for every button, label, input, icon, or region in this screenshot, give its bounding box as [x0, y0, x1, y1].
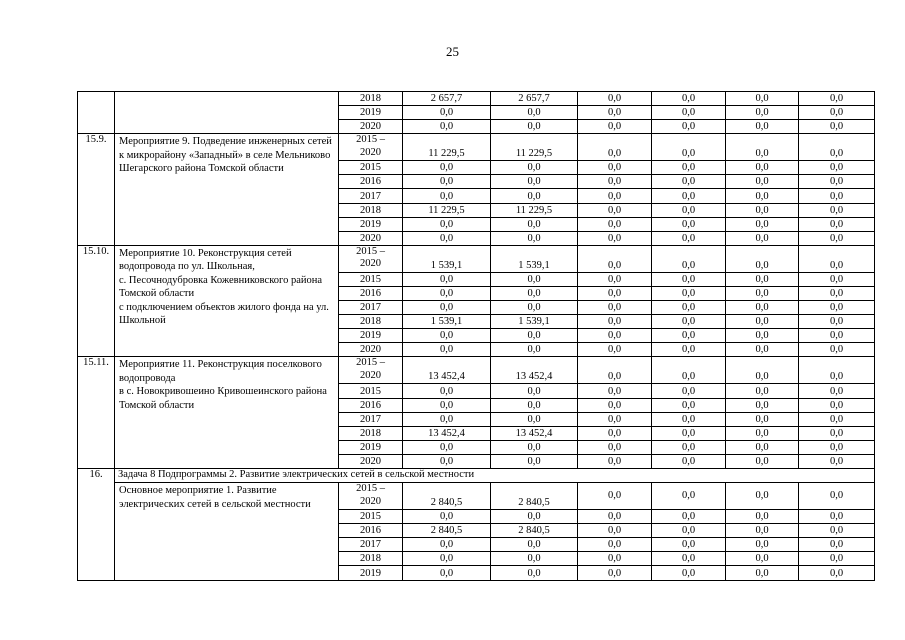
value-cell: 0,0 [403, 343, 491, 357]
year-cell: 2016 [339, 524, 403, 538]
value-cell: 0,0 [799, 245, 875, 272]
value-cell: 0,0 [403, 231, 491, 245]
value-cell: 0,0 [799, 217, 875, 231]
value-cell: 0,0 [578, 384, 652, 398]
value-cell: 11 229,5 [403, 134, 491, 161]
year-cell: 2018 [339, 315, 403, 329]
year-cell: 2020 [339, 120, 403, 134]
year-cell: 2017 [339, 189, 403, 203]
value-cell: 0,0 [403, 384, 491, 398]
year-cell: 2015 – 2020 [339, 357, 403, 384]
value-cell: 0,0 [726, 440, 799, 454]
value-cell: 0,0 [578, 524, 652, 538]
value-cell: 0,0 [652, 454, 726, 468]
value-cell: 0,0 [578, 245, 652, 272]
table-row [78, 92, 875, 106]
value-cell: 0,0 [652, 524, 726, 538]
value-cell: 0,0 [578, 454, 652, 468]
value-cell: 0,0 [726, 538, 799, 552]
value-cell: 0,0 [652, 161, 726, 175]
value-cell: 0,0 [799, 329, 875, 343]
value-cell: 0,0 [578, 329, 652, 343]
value-cell: 0,0 [491, 454, 578, 468]
value-cell: 0,0 [491, 301, 578, 315]
value-cell: 0,0 [652, 343, 726, 357]
value-cell: 0,0 [578, 315, 652, 329]
value-cell: 0,0 [799, 203, 875, 217]
value-cell: 0,0 [726, 315, 799, 329]
value-cell: 0,0 [403, 412, 491, 426]
value-cell: 0,0 [578, 357, 652, 384]
value-cell: 1 539,1 [403, 245, 491, 272]
value-cell: 0,0 [726, 231, 799, 245]
value-cell: 0,0 [403, 120, 491, 134]
value-cell: 0,0 [652, 106, 726, 120]
value-cell: 0,0 [578, 92, 652, 106]
value-cell: 0,0 [578, 134, 652, 161]
value-cell: 0,0 [726, 357, 799, 384]
value-cell: 0,0 [578, 398, 652, 412]
value-cell: 0,0 [652, 552, 726, 566]
value-cell: 0,0 [652, 272, 726, 286]
row-description: Мероприятие 11. Реконструкция поселкового водопровода в с. Новокривошеино Кривошеинского района Томской области [115, 357, 339, 469]
value-cell: 0,0 [652, 231, 726, 245]
value-cell: 0,0 [578, 175, 652, 189]
row-description: Мероприятие 10. Реконструкция сетей водопровода по ул. Школьная, с. Песочнодубровка Кожевниковского района Томской области с подключением объектов жилого фонда на ул. Школьной [115, 245, 339, 357]
page-number: 25 [446, 44, 459, 59]
value-cell: 0,0 [799, 524, 875, 538]
value-cell: 0,0 [652, 245, 726, 272]
value-cell: 0,0 [799, 301, 875, 315]
value-cell: 0,0 [403, 272, 491, 286]
value-cell: 0,0 [799, 134, 875, 161]
value-cell: 0,0 [726, 245, 799, 272]
value-cell: 0,0 [578, 189, 652, 203]
value-cell: 0,0 [799, 384, 875, 398]
value-cell: 0,0 [491, 566, 578, 580]
value-cell: 0,0 [726, 161, 799, 175]
year-cell: 2016 [339, 286, 403, 300]
value-cell: 0,0 [491, 412, 578, 426]
value-cell: 0,0 [652, 286, 726, 300]
value-cell: 2 840,5 [403, 524, 491, 538]
table-row [78, 245, 875, 272]
value-cell: 0,0 [726, 552, 799, 566]
value-cell: 0,0 [491, 384, 578, 398]
year-cell: 2018 [339, 92, 403, 106]
year-cell: 2016 [339, 398, 403, 412]
value-cell: 0,0 [799, 552, 875, 566]
value-cell: 0,0 [403, 454, 491, 468]
year-cell: 2020 [339, 343, 403, 357]
value-cell: 0,0 [578, 440, 652, 454]
value-cell: 0,0 [578, 412, 652, 426]
value-cell: 0,0 [578, 231, 652, 245]
value-cell: 0,0 [491, 343, 578, 357]
value-cell: 0,0 [578, 426, 652, 440]
value-cell: 0,0 [578, 217, 652, 231]
value-cell: 0,0 [491, 329, 578, 343]
value-cell: 0,0 [726, 412, 799, 426]
value-cell: 0,0 [652, 92, 726, 106]
value-cell: 0,0 [799, 440, 875, 454]
value-cell: 0,0 [491, 161, 578, 175]
value-cell: 0,0 [491, 272, 578, 286]
value-cell: 0,0 [578, 106, 652, 120]
value-cell: 0,0 [578, 301, 652, 315]
budget-table [77, 91, 875, 581]
table-row [78, 483, 875, 510]
year-cell: 2015 [339, 272, 403, 286]
value-cell: 0,0 [491, 440, 578, 454]
value-cell: 0,0 [578, 286, 652, 300]
value-cell: 0,0 [652, 357, 726, 384]
value-cell: 0,0 [491, 217, 578, 231]
value-cell: 0,0 [578, 272, 652, 286]
value-cell: 0,0 [578, 566, 652, 580]
value-cell: 0,0 [578, 483, 652, 510]
value-cell: 11 229,5 [491, 203, 578, 217]
year-cell: 2017 [339, 412, 403, 426]
value-cell: 1 539,1 [491, 245, 578, 272]
value-cell: 0,0 [726, 189, 799, 203]
task-row [78, 468, 875, 482]
value-cell: 0,0 [726, 203, 799, 217]
table-row [78, 134, 875, 161]
value-cell: 0,0 [652, 384, 726, 398]
value-cell: 0,0 [799, 286, 875, 300]
value-cell: 2 840,5 [491, 483, 578, 510]
value-cell: 0,0 [491, 189, 578, 203]
value-cell: 0,0 [652, 510, 726, 524]
value-cell: 0,0 [652, 483, 726, 510]
value-cell: 0,0 [403, 566, 491, 580]
value-cell: 0,0 [726, 134, 799, 161]
value-cell: 13 452,4 [403, 426, 491, 440]
row-description: Мероприятие 9. Подведение инженерных сетей к микрорайону «Западный» в селе Мельниково Шегарского района Томской области [115, 134, 339, 246]
task-title: Задача 8 Подпрограммы 2. Развитие электрических сетей в сельской местности [115, 468, 875, 482]
value-cell: 0,0 [726, 286, 799, 300]
value-cell: 0,0 [799, 272, 875, 286]
value-cell: 0,0 [799, 231, 875, 245]
value-cell: 0,0 [578, 510, 652, 524]
year-cell: 2019 [339, 106, 403, 120]
value-cell: 0,0 [652, 217, 726, 231]
value-cell: 0,0 [491, 286, 578, 300]
value-cell: 0,0 [726, 454, 799, 468]
row-index [78, 92, 115, 134]
year-cell: 2019 [339, 566, 403, 580]
value-cell: 0,0 [652, 426, 726, 440]
value-cell: 0,0 [799, 357, 875, 384]
value-cell: 2 657,7 [491, 92, 578, 106]
value-cell: 0,0 [578, 343, 652, 357]
year-cell: 2015 – 2020 [339, 245, 403, 272]
value-cell: 0,0 [403, 217, 491, 231]
value-cell: 0,0 [652, 203, 726, 217]
year-cell: 2017 [339, 301, 403, 315]
value-cell: 0,0 [403, 286, 491, 300]
value-cell: 11 229,5 [491, 134, 578, 161]
value-cell: 0,0 [491, 552, 578, 566]
year-cell: 2019 [339, 440, 403, 454]
row-description [115, 92, 339, 134]
value-cell: 2 657,7 [403, 92, 491, 106]
year-cell: 2018 [339, 203, 403, 217]
value-cell: 0,0 [652, 301, 726, 315]
year-cell: 2020 [339, 231, 403, 245]
year-cell: 2015 [339, 161, 403, 175]
value-cell: 0,0 [403, 161, 491, 175]
value-cell: 0,0 [726, 426, 799, 440]
year-cell: 2015 [339, 510, 403, 524]
value-cell: 13 452,4 [403, 357, 491, 384]
value-cell: 0,0 [799, 175, 875, 189]
value-cell: 0,0 [726, 92, 799, 106]
value-cell: 0,0 [578, 120, 652, 134]
year-cell: 2015 – 2020 [339, 134, 403, 161]
value-cell: 0,0 [799, 483, 875, 510]
year-cell: 2016 [339, 175, 403, 189]
value-cell: 0,0 [726, 217, 799, 231]
value-cell: 0,0 [652, 398, 726, 412]
year-cell: 2015 – 2020 [339, 483, 403, 510]
year-cell: 2015 [339, 384, 403, 398]
value-cell: 0,0 [403, 510, 491, 524]
value-cell: 0,0 [578, 538, 652, 552]
year-cell: 2017 [339, 538, 403, 552]
value-cell: 0,0 [652, 120, 726, 134]
value-cell: 0,0 [578, 552, 652, 566]
year-cell: 2018 [339, 552, 403, 566]
value-cell: 0,0 [652, 189, 726, 203]
value-cell: 0,0 [652, 440, 726, 454]
value-cell: 0,0 [491, 106, 578, 120]
value-cell: 0,0 [799, 120, 875, 134]
value-cell: 0,0 [799, 92, 875, 106]
value-cell: 0,0 [726, 343, 799, 357]
value-cell: 0,0 [403, 106, 491, 120]
value-cell: 0,0 [652, 134, 726, 161]
value-cell: 0,0 [726, 384, 799, 398]
value-cell: 0,0 [491, 538, 578, 552]
value-cell: 13 452,4 [491, 357, 578, 384]
value-cell: 0,0 [491, 120, 578, 134]
value-cell: 2 840,5 [491, 524, 578, 538]
value-cell: 0,0 [799, 398, 875, 412]
value-cell: 0,0 [799, 510, 875, 524]
value-cell: 0,0 [652, 315, 726, 329]
value-cell: 1 539,1 [403, 315, 491, 329]
value-cell: 0,0 [491, 398, 578, 412]
value-cell: 0,0 [403, 538, 491, 552]
value-cell: 11 229,5 [403, 203, 491, 217]
row-index: 15.9. [78, 134, 115, 246]
value-cell: 0,0 [726, 398, 799, 412]
value-cell: 0,0 [491, 510, 578, 524]
row-index: 15.11. [78, 357, 115, 469]
row-index: 16. [78, 468, 115, 580]
value-cell: 0,0 [652, 538, 726, 552]
value-cell: 0,0 [652, 175, 726, 189]
value-cell: 0,0 [403, 189, 491, 203]
value-cell: 0,0 [403, 398, 491, 412]
row-description: Основное мероприятие 1. Развитие электрических сетей в сельской местности [115, 483, 339, 580]
value-cell: 0,0 [726, 524, 799, 538]
value-cell: 0,0 [799, 315, 875, 329]
value-cell: 0,0 [799, 106, 875, 120]
value-cell: 0,0 [726, 106, 799, 120]
value-cell: 0,0 [726, 510, 799, 524]
value-cell: 0,0 [491, 231, 578, 245]
year-cell: 2018 [339, 426, 403, 440]
value-cell: 0,0 [799, 538, 875, 552]
value-cell: 0,0 [403, 175, 491, 189]
value-cell: 0,0 [799, 566, 875, 580]
value-cell: 0,0 [799, 189, 875, 203]
value-cell: 0,0 [578, 203, 652, 217]
value-cell: 0,0 [726, 175, 799, 189]
year-cell: 2019 [339, 217, 403, 231]
value-cell: 0,0 [403, 329, 491, 343]
value-cell: 2 840,5 [403, 483, 491, 510]
value-cell: 0,0 [726, 120, 799, 134]
value-cell: 0,0 [726, 301, 799, 315]
value-cell: 1 539,1 [491, 315, 578, 329]
value-cell: 0,0 [799, 454, 875, 468]
table-row [78, 357, 875, 384]
value-cell: 0,0 [491, 175, 578, 189]
row-index: 15.10. [78, 245, 115, 357]
value-cell: 0,0 [403, 301, 491, 315]
year-cell: 2020 [339, 454, 403, 468]
value-cell: 0,0 [726, 483, 799, 510]
value-cell: 13 452,4 [491, 426, 578, 440]
year-cell: 2019 [339, 329, 403, 343]
value-cell: 0,0 [578, 161, 652, 175]
value-cell: 0,0 [726, 566, 799, 580]
value-cell: 0,0 [799, 161, 875, 175]
value-cell: 0,0 [799, 343, 875, 357]
value-cell: 0,0 [726, 329, 799, 343]
value-cell: 0,0 [652, 566, 726, 580]
value-cell: 0,0 [403, 440, 491, 454]
value-cell: 0,0 [799, 412, 875, 426]
value-cell: 0,0 [403, 552, 491, 566]
value-cell: 0,0 [652, 412, 726, 426]
value-cell: 0,0 [726, 272, 799, 286]
value-cell: 0,0 [799, 426, 875, 440]
value-cell: 0,0 [652, 329, 726, 343]
